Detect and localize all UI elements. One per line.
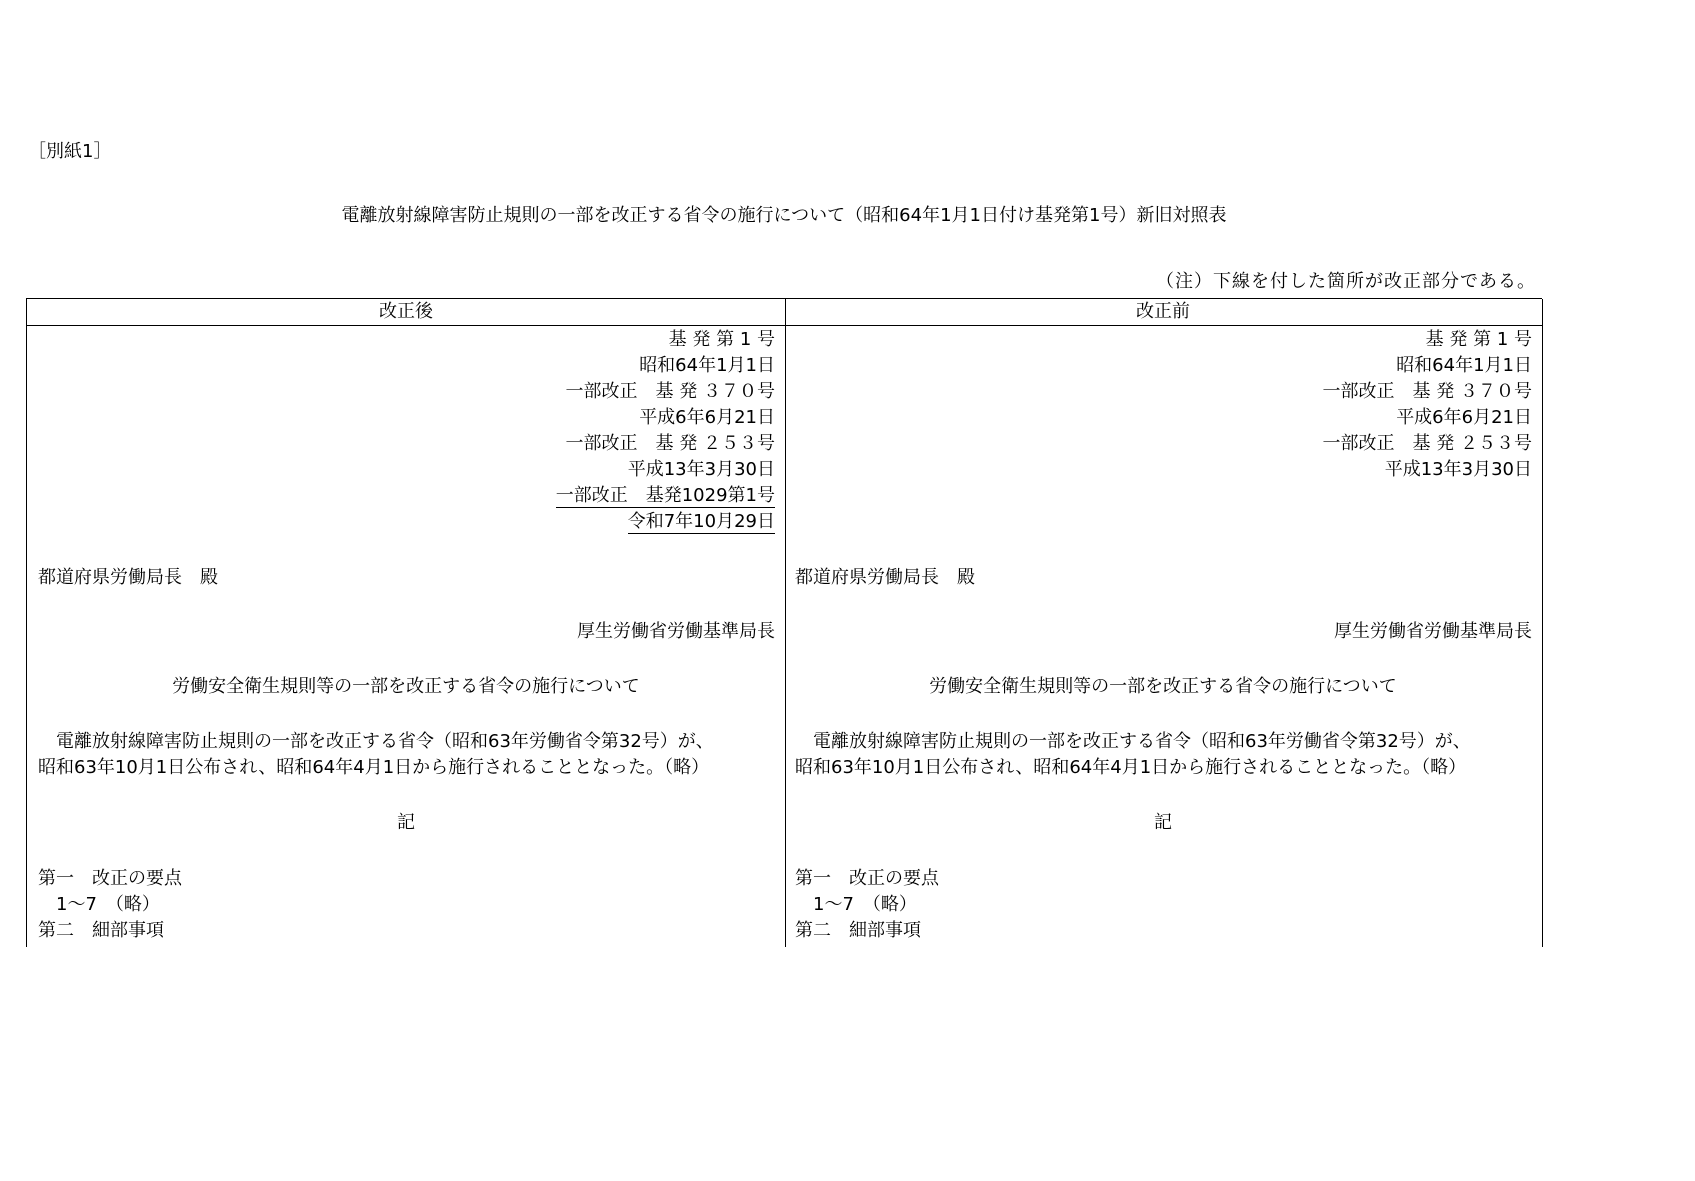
underlined-amendment: 令和7年10月29日	[627, 511, 775, 532]
sender: 厚生労働省労働基準局長	[577, 621, 775, 642]
underlined-amendment: 一部改正 基発1029第1号	[555, 485, 775, 506]
section-item: 1～7 （略）	[795, 894, 917, 915]
ref-line-amended	[628, 513, 775, 531]
body-line: 電離放射線障害防止規則の一部を改正する省令（昭和63年労働省令第32号）が、	[38, 731, 714, 752]
ref-line: 平成13年3月30日	[1384, 459, 1532, 480]
document-title: 電離放射線障害防止規則の一部を改正する省令の施行について（昭和64年1月1日付け基発第1号）新旧対照表	[341, 205, 1227, 226]
body-line: 電離放射線障害防止規則の一部を改正する省令（昭和63年労働省令第32号）が、	[795, 731, 1471, 752]
subject: 労働安全衛生規則等の一部を改正する省令の施行について	[929, 676, 1397, 697]
section-heading: 第一 改正の要点	[795, 868, 939, 889]
ki-heading: 記	[397, 812, 415, 833]
column-before	[784, 299, 1543, 947]
ref-line: 平成6年6月21日	[1396, 407, 1532, 428]
ref-line-amended	[556, 487, 775, 505]
addressee: 都道府県労働局長 殿	[38, 567, 218, 588]
sender: 厚生労働省労働基準局長	[1334, 621, 1532, 642]
ref-line: 平成13年3月30日	[627, 459, 775, 480]
section-heading: 第一 改正の要点	[38, 868, 182, 889]
comparison-table	[26, 298, 1542, 947]
column-after	[26, 299, 786, 947]
addressee: 都道府県労働局長 殿	[795, 567, 975, 588]
attachment-label: ［別紙1］	[28, 141, 112, 162]
ref-line: 昭和64年1月1日	[1396, 355, 1532, 376]
ref-line: 一部改正 基 発 ３７０号	[565, 381, 775, 402]
ref-line: 昭和64年1月1日	[639, 355, 775, 376]
body-line: 昭和63年10月1日公布され、昭和64年4月1日から施行されることとなった。（略）	[795, 757, 1467, 778]
section-item: 1～7 （略）	[38, 894, 160, 915]
body-line: 昭和63年10月1日公布され、昭和64年4月1日から施行されることとなった。（略）	[38, 757, 710, 778]
section-heading: 第二 細部事項	[38, 920, 164, 941]
underline-note: （注）下線を付した箇所が改正部分である。	[1156, 271, 1536, 292]
column-header-after: 改正後	[27, 299, 785, 326]
subject: 労働安全衛生規則等の一部を改正する省令の施行について	[172, 676, 640, 697]
ref-line: 平成6年6月21日	[639, 407, 775, 428]
ref-line: 基 発 第 1 号	[668, 329, 775, 350]
ref-line: 一部改正 基 発 ２５３号	[565, 433, 775, 454]
section-heading: 第二 細部事項	[795, 920, 921, 941]
ki-heading: 記	[1154, 812, 1172, 833]
ref-line: 一部改正 基 発 ３７０号	[1322, 381, 1532, 402]
column-header-before: 改正前	[784, 299, 1542, 326]
ref-line: 一部改正 基 発 ２５３号	[1322, 433, 1532, 454]
ref-line: 基 発 第 1 号	[1425, 329, 1532, 350]
